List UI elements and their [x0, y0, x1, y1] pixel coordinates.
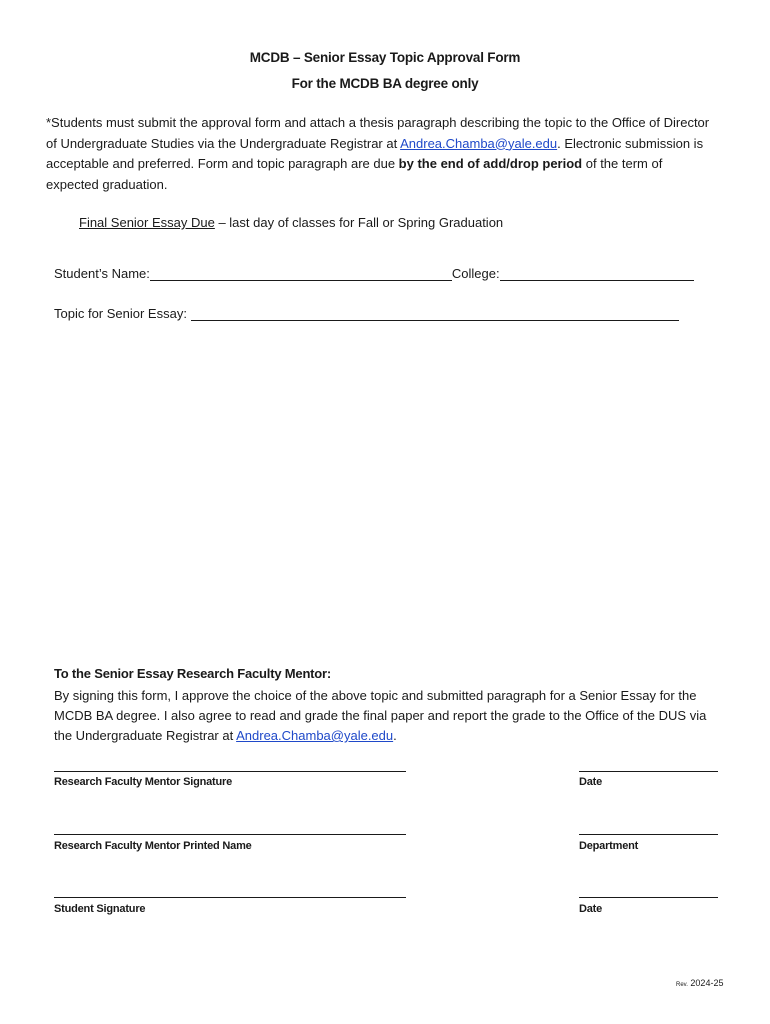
mentor-statement	[54, 686, 714, 746]
instructions-text-3: of the term of expected graduation.	[46, 156, 663, 192]
registrar-email-link[interactable]: Andrea.Chamba@yale.edu	[400, 135, 558, 151]
student-name-label: Student’s Name:	[54, 266, 150, 281]
college-field[interactable]	[500, 266, 694, 281]
mentor-text-2: .	[393, 728, 397, 743]
topic-field[interactable]	[191, 306, 679, 321]
date-label-1: Date	[579, 776, 603, 788]
date-line-1[interactable]	[579, 771, 718, 772]
essay-due-line	[79, 215, 503, 230]
date-line-2[interactable]	[579, 897, 718, 898]
form-subtitle: For the MCDB BA degree only	[291, 76, 479, 91]
mentor-signature-label: Research Faculty Mentor Signature	[54, 776, 233, 788]
deadline-text: by the end of add/drop period	[398, 156, 583, 171]
mentor-signature-line[interactable]	[54, 771, 406, 772]
instructions-text-2: . Electronic submission is acceptable and preferred. Form and topic paragraph are due	[46, 135, 704, 171]
college-label: College:	[451, 266, 500, 281]
student-info-row	[54, 266, 694, 281]
department-line[interactable]	[579, 834, 718, 835]
revision-value: 2024-25	[690, 978, 724, 988]
mentor-text-1: By signing this form, I approve the choice of the above topic and submitted paragraph for a Senior Essay for the MCDB BA degree. I also agree to read and grade the final paper and report the grade to the Office of the DUS via the Undergraduate Registrar at	[54, 688, 707, 743]
instructions-text-1: *Students must submit the approval form and attach a thesis paragraph describing the topic to the Office of Director of Undergraduate Studies via the Undergraduate Registrar at	[46, 115, 710, 151]
instructions-paragraph	[46, 113, 718, 195]
topic-label: Topic for Senior Essay:	[54, 306, 187, 321]
student-name-field[interactable]	[150, 266, 452, 281]
mentor-email-link[interactable]: Andrea.Chamba@yale.edu	[236, 728, 394, 743]
essay-due-label: Final Senior Essay Due	[79, 215, 215, 230]
department-label: Department	[579, 840, 639, 852]
revision-label: Rev.	[676, 982, 688, 988]
mentor-printed-name-label: Research Faculty Mentor Printed Name	[54, 840, 252, 852]
essay-due-text: – last day of classes for Fall or Spring Graduation	[214, 215, 504, 230]
student-signature-label: Student Signature	[54, 903, 146, 915]
date-label-2: Date	[579, 903, 603, 915]
form-title: MCDB – Senior Essay Topic Approval Form	[249, 50, 521, 65]
mentor-printed-name-line[interactable]	[54, 834, 406, 835]
student-signature-line[interactable]	[54, 897, 406, 898]
mentor-heading: To the Senior Essay Research Faculty Mentor:	[54, 666, 332, 681]
topic-row	[54, 306, 679, 321]
revision-footer	[676, 978, 723, 988]
